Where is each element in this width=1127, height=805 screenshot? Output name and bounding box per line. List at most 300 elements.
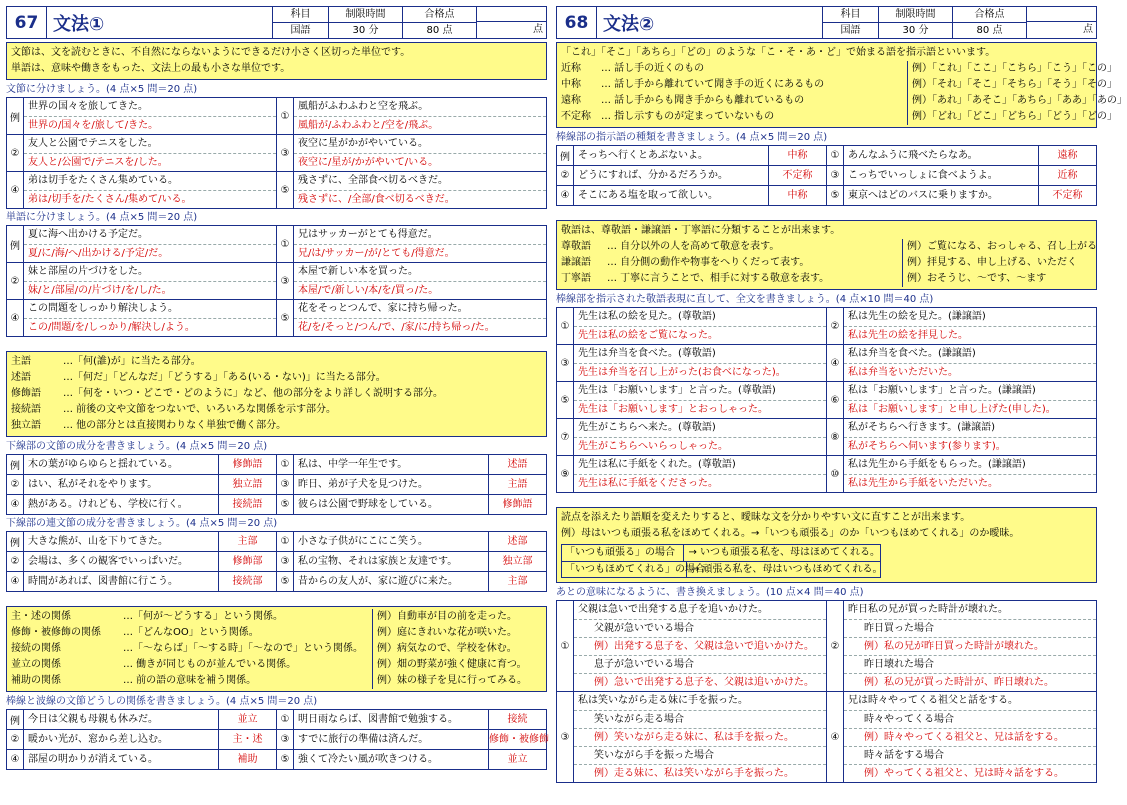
case-row bbox=[562, 561, 883, 577]
exercise-item bbox=[826, 419, 1096, 455]
box-intro: 敬語は、尊敬語・謙譲語・丁寧語に分類することが出来ます。 bbox=[561, 225, 841, 236]
question-text: 私がそちらへ行きます。(謙譲語) bbox=[848, 422, 996, 433]
box-row bbox=[11, 418, 542, 434]
item-number: 例 bbox=[557, 146, 574, 165]
term-example: 例）おそうじ、～です、～ます bbox=[902, 271, 1092, 287]
item-number: 例 bbox=[7, 226, 24, 262]
item-body bbox=[24, 552, 276, 571]
answer-text[interactable]: 述語 bbox=[488, 455, 546, 474]
exercise-row bbox=[7, 571, 546, 591]
item-number: ① bbox=[277, 226, 294, 262]
term-description: …「何が～どうする」という関係。 bbox=[123, 611, 283, 622]
intro-box bbox=[6, 42, 547, 80]
box-row-left bbox=[561, 271, 902, 287]
demonstratives-box bbox=[556, 42, 1127, 128]
item-body bbox=[844, 186, 1096, 205]
question-text: 残さずに、全部食べ切るべきだ。 bbox=[298, 175, 448, 186]
exercise-item bbox=[826, 345, 1096, 381]
question-text: 会場は、多くの観客でいっぱいだ。 bbox=[28, 556, 188, 567]
answer-text[interactable]: 独立語 bbox=[218, 475, 276, 494]
passing-score-cell bbox=[952, 7, 1026, 38]
item-number: ④ bbox=[7, 172, 24, 208]
item-number: ④ bbox=[557, 186, 574, 205]
box-row bbox=[561, 239, 1097, 255]
answer-text[interactable]: 風船が/ふわふわと/空を/飛ぶ。 bbox=[294, 116, 546, 134]
question-line bbox=[24, 730, 276, 749]
exercise-item bbox=[7, 98, 276, 134]
box-row-left bbox=[11, 418, 542, 434]
question-text: 友人と公園でテニスをした。 bbox=[28, 138, 158, 149]
item-number: ⑨ bbox=[557, 456, 574, 492]
item-body bbox=[574, 382, 826, 418]
answer-text[interactable]: 並立 bbox=[488, 750, 546, 769]
box-row-left bbox=[11, 402, 542, 418]
section-title: 下線部の連文節の成分を書きましょう。(4 点×5 問＝20 点) bbox=[6, 518, 278, 529]
item-number: ① bbox=[277, 98, 294, 134]
item-body bbox=[574, 345, 826, 381]
item-number: ① bbox=[277, 532, 294, 551]
score-cell[interactable] bbox=[476, 7, 546, 38]
worksheet-number: 68 bbox=[557, 7, 597, 38]
answer-text[interactable]: 主語 bbox=[488, 475, 546, 494]
question-line bbox=[294, 455, 546, 474]
item-body bbox=[294, 455, 546, 474]
answer-text[interactable]: 私は「お願いします」と申し上げた(申した)。 bbox=[844, 400, 1096, 418]
answer-text[interactable]: 中称 bbox=[768, 146, 826, 165]
item-number: ① bbox=[827, 146, 844, 165]
term-description: … 丁寧に言うことで、相手に対する敬意を表す。 bbox=[607, 273, 830, 284]
item-number: ② bbox=[827, 308, 844, 344]
item-body bbox=[294, 172, 546, 208]
item-number: ⑤ bbox=[277, 750, 294, 769]
term-description: … 他の部分とは直接関わりなく単独で働く部分。 bbox=[63, 420, 287, 431]
box-row-left bbox=[11, 370, 542, 386]
answer-text[interactable]: 弟は/切手を/たくさん/集めて/いる。 bbox=[24, 190, 276, 208]
question-text: 部屋の明かりが消えている。 bbox=[28, 754, 158, 765]
answer-text[interactable]: 接続部 bbox=[218, 572, 276, 591]
exercise-row bbox=[7, 262, 546, 299]
question-line bbox=[294, 475, 546, 494]
item-number: ④ bbox=[7, 495, 24, 514]
question-text: 昨日壊れた場合 bbox=[844, 655, 1096, 673]
term-description: … 指し示すものが定まっていないもの bbox=[601, 111, 775, 122]
exercise-item bbox=[826, 692, 1096, 782]
term-description: …「～ならば」「～する時」「～なので」という関係。 bbox=[123, 643, 363, 654]
keigo-exercise bbox=[556, 307, 1097, 493]
rewrite-exercise bbox=[556, 600, 1097, 783]
question-line bbox=[24, 750, 276, 769]
item-number: 例 bbox=[7, 455, 24, 474]
section-title: 棒線部を指示された敬語表現に直して、全文を書きましょう。(4 点×10 問＝40 点) bbox=[556, 294, 934, 305]
item-number: ③ bbox=[557, 692, 574, 782]
box-row bbox=[561, 77, 1117, 93]
exercise-row bbox=[7, 299, 546, 336]
exercise-item bbox=[7, 552, 276, 571]
item-body bbox=[574, 692, 826, 782]
term-example: 例）畑の野菜が強く健康に育つ。 bbox=[372, 657, 542, 673]
answer-text[interactable]: 主部 bbox=[488, 572, 546, 591]
box-example: 例）母はいつも頑張る私をほめてくれる。→「いつも頑張る」のか「いつもほめてくれる」のか曖昧。 bbox=[561, 528, 1020, 539]
item-body bbox=[24, 730, 276, 749]
item-body bbox=[294, 750, 546, 769]
question-text: 先生がこちらへ来た。(尊敬語) bbox=[578, 422, 716, 433]
exercise-item bbox=[557, 166, 826, 185]
case-text: → いつも頑張る私を、母はほめてくれる。 bbox=[688, 547, 880, 558]
question-text: そっちへ行くとあぶないよ。 bbox=[578, 150, 708, 161]
exercise-item bbox=[557, 146, 826, 165]
item-body bbox=[844, 345, 1096, 381]
answer-text[interactable]: 例）急いで出発する息子を、父親は追いかけた。 bbox=[574, 673, 826, 691]
question-text: 木の葉がゆらゆらと揺れている。 bbox=[28, 459, 178, 470]
exercise-row bbox=[557, 601, 1096, 691]
question-text: 息子が急いでいる場合 bbox=[574, 655, 826, 673]
item-number: 例 bbox=[7, 532, 24, 551]
answer-text[interactable]: 並立 bbox=[218, 710, 276, 729]
section-title: 棒線と波線の文節どうしの関係を書きましょう。(4 点×5 問＝20 点) bbox=[6, 696, 318, 707]
question-text: 昨日、弟が子犬を見つけた。 bbox=[298, 479, 428, 490]
item-number: ③ bbox=[277, 263, 294, 299]
answer-text[interactable]: 本屋/で/新しい/本/を/買っ/た。 bbox=[294, 281, 546, 299]
question-text: 小さな子供がにこにこ笑う。 bbox=[298, 536, 428, 547]
item-body bbox=[24, 263, 276, 299]
question-text: 時々話をする場合 bbox=[844, 746, 1096, 764]
item-body bbox=[24, 226, 276, 262]
answer-text[interactable]: 補助 bbox=[218, 750, 276, 769]
answer-text[interactable]: 夏/に/海/へ/出かける/予定/だ。 bbox=[24, 244, 276, 262]
box-row-left bbox=[561, 61, 907, 77]
question-text: すでに旅行の準備は済んだ。 bbox=[298, 734, 429, 745]
answer-text[interactable]: 近称 bbox=[1038, 166, 1096, 185]
answer-text[interactable]: 例）私の兄が買った時計が、昨日壊れた。 bbox=[844, 673, 1096, 691]
answer-text[interactable]: 修飾・被修飾 bbox=[488, 730, 546, 749]
answer-text[interactable]: 先生がこちらへいらっしゃった。 bbox=[574, 437, 826, 455]
answer-text[interactable]: 例）走る妹に、私は笑いながら手を振った。 bbox=[574, 764, 826, 782]
question-text: 彼らは公園で野球をしている。 bbox=[298, 499, 438, 510]
item-body bbox=[844, 382, 1096, 418]
question-text: 風船がふわふわと空を飛ぶ。 bbox=[298, 101, 429, 112]
term-example: 例）自動車が目の前を走った。 bbox=[372, 609, 542, 625]
question-text: 時々やってくる場合 bbox=[844, 710, 1096, 728]
question-line bbox=[844, 146, 1096, 165]
answer-text[interactable]: 例）笑いながら走る妹に、私は手を振った。 bbox=[574, 728, 826, 746]
answer-text[interactable]: 修飾語 bbox=[488, 495, 546, 514]
exercise-item bbox=[826, 166, 1096, 185]
item-body bbox=[844, 692, 1096, 782]
question-text: 花をそっとつんで、家に持ち帰った。 bbox=[298, 303, 468, 314]
exercise-item bbox=[7, 710, 276, 729]
time-limit-label: 制限時間 bbox=[329, 7, 402, 23]
term-description: … 自分側の動作や物事をへりくだって表す。 bbox=[607, 257, 810, 268]
answer-text[interactable]: この/問題/を/しっかり/解決し/よう。 bbox=[24, 318, 276, 336]
time-limit-cell bbox=[328, 7, 402, 38]
question-text: 私は「お願いします」と言った。(謙譲語) bbox=[848, 385, 1036, 396]
item-body bbox=[24, 495, 276, 514]
exercise-item bbox=[557, 382, 826, 418]
question-text: 先生は私に手紙をくれた。(尊敬語) bbox=[578, 459, 736, 470]
passing-score-value: 80 点 bbox=[426, 25, 453, 36]
item-body bbox=[24, 172, 276, 208]
answer-text[interactable]: 例）やってくる祖父と、兄は時々話をする。 bbox=[844, 764, 1096, 782]
exercise-row bbox=[557, 381, 1096, 418]
question-text: この問題をしっかり解決しよう。 bbox=[28, 303, 178, 314]
answer-text[interactable]: 私がそちらへ伺います(参ります)。 bbox=[844, 437, 1096, 455]
item-number: ⑤ bbox=[277, 495, 294, 514]
item-number: ③ bbox=[827, 166, 844, 185]
question-line bbox=[24, 552, 276, 571]
answer-text[interactable]: 遠称 bbox=[1038, 146, 1096, 165]
box-row bbox=[11, 370, 542, 386]
worksheet-number: 67 bbox=[7, 7, 47, 38]
item-body bbox=[294, 730, 549, 749]
term-description: …「何を・いつ・どこで・どのように」など、他の部分をより詳しく説明する部分。 bbox=[63, 388, 443, 399]
exercise-row bbox=[557, 691, 1096, 782]
item-body bbox=[294, 552, 546, 571]
question-line bbox=[24, 475, 276, 494]
item-number: ① bbox=[557, 308, 574, 344]
exercise-row bbox=[7, 171, 546, 208]
box-row bbox=[11, 625, 542, 641]
item-number: ③ bbox=[557, 345, 574, 381]
box-row-left bbox=[11, 673, 372, 689]
item-number: ⑤ bbox=[277, 572, 294, 591]
answer-text[interactable]: 私は先生から手紙をいただいた。 bbox=[844, 474, 1096, 492]
item-number: ④ bbox=[7, 300, 24, 336]
item-body bbox=[844, 419, 1096, 455]
term-label: 並立の関係 bbox=[11, 659, 61, 670]
exercise-row bbox=[7, 532, 546, 551]
question-text: 私の宝物、それは家族と友達です。 bbox=[298, 556, 458, 567]
box-row bbox=[561, 109, 1117, 125]
answer-text[interactable]: 例）時々やってくる祖父と、兄は話をする。 bbox=[844, 728, 1096, 746]
question-text: どうにすれば、分かるだろうか。 bbox=[578, 170, 728, 181]
answer-text[interactable]: 不定称 bbox=[768, 166, 826, 185]
demonstrative-exercise bbox=[556, 145, 1097, 206]
exercise-row bbox=[7, 134, 546, 171]
box-row-left bbox=[11, 625, 372, 641]
question-text: 世界の国々を旅してきた。 bbox=[28, 101, 148, 112]
intro-line: 文節は、文を読むときに、不自然にならないようにできるだけ小さく区切った単位です。 bbox=[11, 47, 411, 58]
exercise-row bbox=[557, 344, 1096, 381]
item-body bbox=[24, 475, 276, 494]
term-label: 補助の関係 bbox=[11, 675, 61, 686]
box-row bbox=[11, 386, 542, 402]
question-line bbox=[24, 455, 276, 474]
question-text: 夏に海へ出かける予定だ。 bbox=[28, 229, 148, 240]
time-limit-value: 30 分 bbox=[352, 25, 379, 36]
question-text: 妹と部屋の片づけをした。 bbox=[28, 266, 148, 277]
keigo-list bbox=[561, 239, 1097, 287]
exercise-item bbox=[276, 98, 546, 134]
exercise-item bbox=[7, 455, 276, 474]
term-example: 例）拝見する、申し上げる、いただく bbox=[902, 255, 1092, 271]
answer-text[interactable]: 例）私の兄が昨日買った時計が壊れた。 bbox=[844, 637, 1096, 655]
exercise-item bbox=[7, 263, 276, 299]
answer-text[interactable]: 世界の/国々を/旅して/きた。 bbox=[24, 116, 276, 134]
question-text: 父親が急いでいる場合 bbox=[574, 619, 826, 637]
item-number: ④ bbox=[7, 572, 24, 591]
question-text: 先生は弁当を食べた。(尊敬語) bbox=[578, 348, 716, 359]
answer-text[interactable]: 修飾語 bbox=[218, 455, 276, 474]
answer-text[interactable]: 主部 bbox=[218, 532, 276, 551]
section-title: 文節に分けましょう。(4 点×5 問＝20 点) bbox=[6, 84, 198, 95]
score-unit: 点 bbox=[533, 24, 543, 35]
case-label: 「いつもほめてくれる」の場合 bbox=[562, 562, 687, 577]
question-line bbox=[844, 166, 1096, 185]
answer-text[interactable]: 残さずに、/全部/食べ切るべきだ。 bbox=[294, 190, 546, 208]
box-row-left bbox=[11, 657, 372, 673]
item-body bbox=[24, 455, 276, 474]
question-text: 今日は父親も母親も休みだ。 bbox=[28, 714, 158, 725]
exercise-item bbox=[276, 226, 546, 262]
component-exercise bbox=[6, 454, 547, 515]
exercise-item bbox=[826, 601, 1096, 691]
item-number: ⑥ bbox=[827, 382, 844, 418]
box-row bbox=[561, 61, 1117, 77]
item-body bbox=[24, 135, 276, 171]
question-text: 私は、中学一年生です。 bbox=[298, 459, 408, 470]
exercise-item bbox=[826, 186, 1096, 205]
item-number: ② bbox=[7, 552, 24, 571]
box-row bbox=[11, 657, 542, 673]
exercise-item bbox=[276, 532, 546, 551]
exercise-item bbox=[826, 308, 1096, 344]
item-number: ⑤ bbox=[827, 186, 844, 205]
passing-score-label: 合格点 bbox=[953, 7, 1026, 23]
box-row-left bbox=[11, 609, 372, 625]
item-number: ② bbox=[7, 730, 24, 749]
term-example: 例）病気なので、学校を休む。 bbox=[372, 641, 542, 657]
subject-cell bbox=[822, 7, 878, 38]
exercise-row bbox=[7, 729, 549, 749]
question-text: 時間があれば、図書館に行こう。 bbox=[28, 576, 178, 587]
item-body bbox=[294, 532, 546, 551]
item-body bbox=[844, 308, 1096, 344]
item-body bbox=[574, 419, 826, 455]
item-body bbox=[574, 601, 826, 691]
answer-text[interactable]: 夜空に/星が/かがやいて/いる。 bbox=[294, 153, 546, 171]
box-row-left bbox=[561, 93, 907, 109]
answer-text[interactable]: 修飾部 bbox=[218, 552, 276, 571]
answer-text[interactable]: 不定称 bbox=[1038, 186, 1096, 205]
subject-cell bbox=[272, 7, 328, 38]
answer-text[interactable]: 先生は私の絵をご覧になった。 bbox=[574, 326, 826, 344]
item-number: ③ bbox=[277, 730, 294, 749]
answer-text[interactable]: 独立部 bbox=[488, 552, 546, 571]
answer-text[interactable]: 主・述 bbox=[218, 730, 276, 749]
answer-text[interactable]: 例）出発する息子を、父親は急いで追いかけた。 bbox=[574, 637, 826, 655]
box-row bbox=[561, 93, 1127, 109]
question-line bbox=[294, 532, 546, 551]
question-text: 弟は切手をたくさん集めている。 bbox=[28, 175, 178, 186]
item-number: ⑧ bbox=[827, 419, 844, 455]
term-example: 例）「あれ」「あそこ」「あちら」「ああ」「あの」 bbox=[907, 93, 1092, 109]
exercise-item bbox=[7, 495, 276, 514]
answer-text[interactable]: 友人と/公園で/テニスを/した。 bbox=[24, 153, 276, 171]
exercise-item bbox=[276, 495, 546, 514]
answer-text[interactable]: 先生は弁当を召し上がった(お食べになった)。 bbox=[574, 363, 826, 381]
item-number: 例 bbox=[7, 98, 24, 134]
exercise-item bbox=[7, 300, 276, 336]
term-label: 尊敬語 bbox=[561, 241, 591, 252]
answer-text[interactable]: 花/を/そっと/つん/で、/家/に/持ち帰っ/た。 bbox=[294, 318, 546, 336]
exercise-item bbox=[557, 419, 826, 455]
item-body bbox=[294, 98, 546, 134]
item-number: ③ bbox=[277, 135, 294, 171]
section-title: 下線部の文節の成分を書きましょう。(4 点×5 問＝20 点) bbox=[6, 441, 268, 452]
exercise-item bbox=[557, 308, 826, 344]
question-line bbox=[24, 495, 276, 514]
term-description: …「どんなOO」という関係。 bbox=[123, 627, 259, 638]
item-number: ③ bbox=[277, 475, 294, 494]
exercise-row bbox=[7, 710, 546, 729]
answer-text[interactable]: 中称 bbox=[768, 186, 826, 205]
intro-line: 単語は、意味や働きをもった、文法上の最も小さな単位です。 bbox=[11, 63, 291, 74]
exercise-item bbox=[276, 135, 546, 171]
passing-score-label: 合格点 bbox=[403, 7, 476, 23]
score-cell[interactable] bbox=[1026, 7, 1096, 38]
item-body bbox=[844, 601, 1096, 691]
answer-text[interactable]: 先生は「お願いします」とおっしゃった。 bbox=[574, 400, 826, 418]
answer-text[interactable]: 述部 bbox=[488, 532, 546, 551]
question-line bbox=[24, 572, 276, 591]
box-row-left bbox=[561, 239, 902, 255]
exercise-item bbox=[7, 226, 276, 262]
term-description: … 前後の文や文節をつないで、いろいろな関係を示す部分。 bbox=[63, 404, 336, 415]
answer-text[interactable]: 妹/と/部屋/の/片づけ/を/し/た。 bbox=[24, 281, 276, 299]
question-line bbox=[294, 730, 549, 749]
term-description: … 話し手の近くのもの bbox=[601, 63, 705, 74]
exercise-item bbox=[276, 552, 546, 571]
exercise-row bbox=[7, 749, 546, 769]
passing-score-value: 80 点 bbox=[976, 25, 1003, 36]
tango-exercise bbox=[6, 225, 547, 337]
term-example: 例）「これ」「ここ」「こちら」「こう」「この」 bbox=[907, 61, 1092, 77]
answer-text[interactable]: 兄/は/サッカー/が/とても/得意だ。 bbox=[294, 244, 546, 262]
box-row-left bbox=[11, 386, 542, 402]
item-number: ② bbox=[7, 263, 24, 299]
worksheet-header bbox=[6, 6, 547, 39]
exercise-row bbox=[557, 455, 1096, 492]
term-description: …「何だ」「どんなだ」「どうする」「ある(いる・ない)」に当たる部分。 bbox=[63, 372, 386, 383]
exercise-item bbox=[276, 172, 546, 208]
item-number: ① bbox=[277, 455, 294, 474]
box-row bbox=[561, 271, 1092, 287]
term-label: 修飾語 bbox=[11, 388, 41, 399]
term-label: 不定称 bbox=[561, 111, 591, 122]
exercise-item bbox=[7, 532, 276, 551]
exercise-item bbox=[276, 263, 546, 299]
question-text: 暖かい光が、窓から差し込む。 bbox=[28, 734, 168, 745]
question-text: 先生は「お願いします」と言った。(尊敬語) bbox=[578, 385, 776, 396]
box-row bbox=[11, 402, 542, 418]
item-number: ⑤ bbox=[277, 172, 294, 208]
answer-text[interactable]: 接続語 bbox=[218, 495, 276, 514]
exercise-item bbox=[7, 135, 276, 171]
worksheet-header bbox=[556, 6, 1097, 39]
box-row bbox=[11, 609, 542, 625]
answer-text[interactable]: 接続 bbox=[488, 710, 546, 729]
answer-text[interactable]: 私は弁当をいただいた。 bbox=[844, 363, 1096, 381]
item-body bbox=[294, 300, 546, 336]
section-title: あとの意味になるように、書き換えましょう。(10 点×4 問＝40 点) bbox=[556, 587, 864, 598]
question-text: 熱がある。けれども、学校に行く。 bbox=[28, 499, 188, 510]
answer-text[interactable]: 先生は私に手紙をくださった。 bbox=[574, 474, 826, 492]
subject-value: 国語 bbox=[840, 25, 861, 36]
item-body bbox=[574, 308, 826, 344]
answer-text[interactable]: 私は先生の絵を拝見した。 bbox=[844, 326, 1096, 344]
exercise-item bbox=[276, 730, 549, 749]
item-number: 例 bbox=[7, 710, 24, 729]
